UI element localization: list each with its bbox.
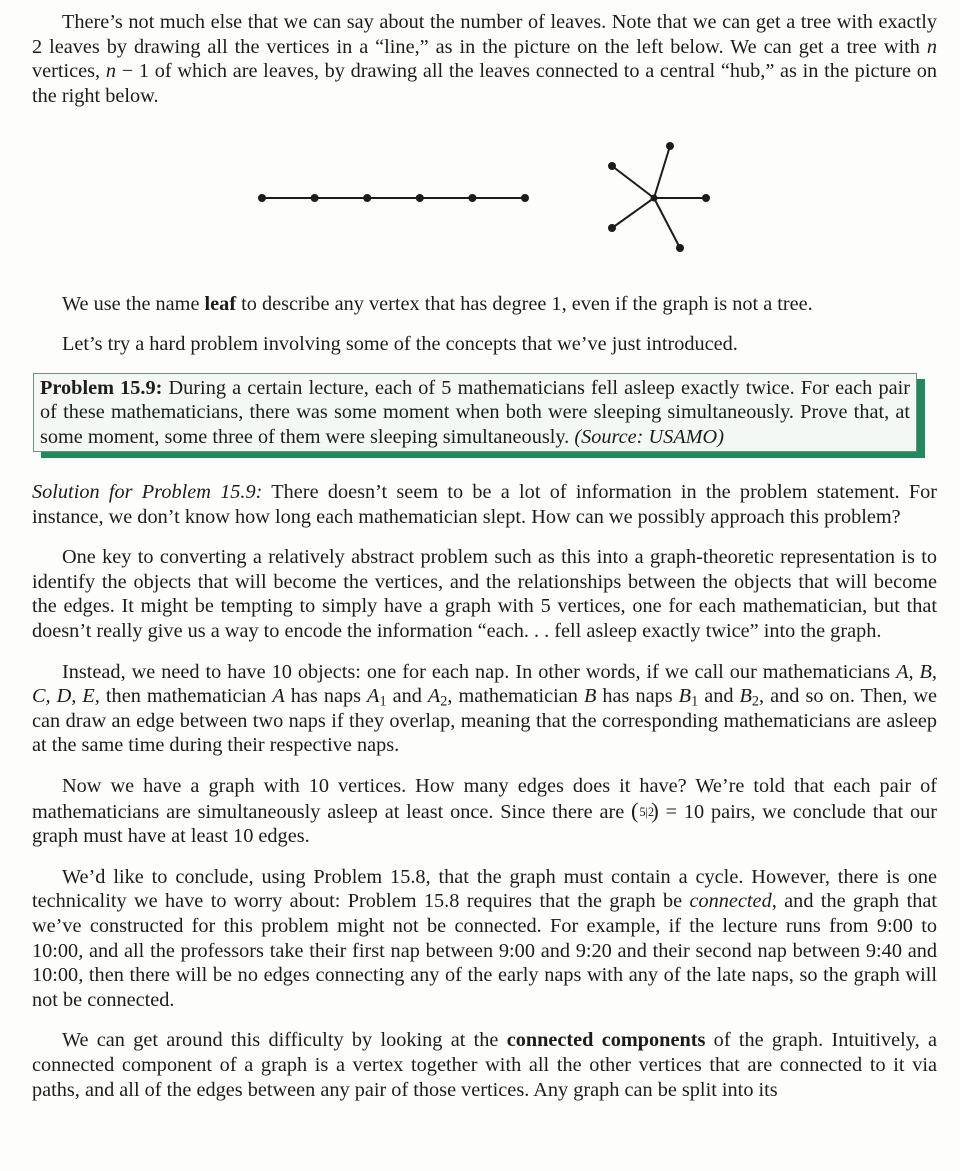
text-run: , and so on. Then, we can draw an edge between two naps if they overlap, meaning that the corresponding mathematicians are asleep at the same time during their respective naps. [32, 685, 937, 757]
text-run: of the graph. Intuitively, a connected component of a graph is a vertex together with all the other vertices that are connected to it via paths, and all of the edges between any pair of those vertices. Any graph can be split into its [32, 1029, 937, 1101]
text-run: = 10 pairs, we conclude that our graph must have at least 10 edges. [32, 800, 937, 848]
italic-text: connected [689, 890, 772, 913]
subscript: 1 [691, 693, 699, 710]
tree-vertex [311, 194, 319, 202]
text-run: We use the name [62, 293, 205, 316]
italic-text: B [739, 685, 752, 708]
leaf-vertex [676, 244, 684, 252]
subscript: 2 [440, 693, 448, 710]
textbook-page [32, 10, 937, 1102]
star-tree-diagram [608, 142, 710, 252]
tree-vertex [521, 194, 529, 202]
text-run: to describe any vertex that has degree 1, even if the graph is not a tree. [236, 293, 813, 316]
text-run: One key to converting a relatively abstract problem such as this into a graph-theoretic representation is to identify the objects that will become the vertices, and the relationships between the objects that will become the edges. It might be tempting to simply have a graph with 5 vertices, one for each mathematician, but that doesn’t really give us a way to encode the information “each. . . fell asleep exactly twice” into the graph. [32, 546, 937, 643]
leaf-definition-paragraph [32, 292, 937, 317]
tree-vertex [468, 194, 476, 202]
binomial-coefficient: 5|2 [639, 805, 655, 820]
text-run: vertices, [32, 60, 106, 83]
italic-text: n [105, 60, 117, 83]
text-run: and [386, 685, 428, 708]
bold-term: connected components [506, 1029, 706, 1052]
tree-vertex [258, 194, 266, 202]
line-tree-diagram [258, 194, 529, 202]
leaf-vertex [608, 162, 616, 170]
problem-statement [40, 376, 910, 450]
one-key-paragraph [32, 545, 937, 643]
bold-term: leaf [204, 293, 237, 316]
text-run: We can get around this difficulty by looking at the [62, 1029, 507, 1052]
hub-vertex [651, 195, 658, 202]
text-run: has naps [284, 685, 368, 708]
text-run: ( [631, 797, 639, 823]
tree-edge [654, 198, 680, 248]
tree-edge [654, 146, 670, 198]
text-run: ) [651, 797, 659, 823]
italic-text: A [367, 685, 380, 708]
text-run: There doesn’t seem to be a lot of information in the problem statement. For instance, we don’t know how long each mathematician slept. How can we possibly approach this problem? [32, 481, 937, 528]
graph-edges-paragraph [32, 774, 937, 849]
bold-term: Problem 15.9: [40, 376, 163, 399]
text-run: Instead, we need to have 10 objects: one for each nap. In other words, if we call our mathematicians [62, 660, 897, 683]
leaf-vertex [702, 194, 710, 202]
italic-text: (Source: USAMO) [574, 425, 724, 448]
text-run: Now we have a graph with 10 vertices. How many edges does it have? We’re told that each pair of mathematicians are simultaneously asleep at least once. Since there are [32, 775, 937, 823]
connected-components-paragraph [32, 1028, 937, 1102]
tree-vertex [363, 194, 371, 202]
solution-paragraph [32, 480, 937, 529]
problem-box [33, 373, 917, 453]
subscript: 1 [379, 693, 387, 710]
tree-edge [612, 198, 654, 228]
instead-paragraph [32, 660, 937, 758]
tree-vertex [416, 194, 424, 202]
text-run: We’d like to conclude, using Problem 15.8, that the graph must contain a cycle. However, there is one technicality we have to worry about: Problem 15.8 requires that the graph be [32, 865, 937, 913]
italic-text: A [427, 685, 441, 708]
intro-paragraph [32, 10, 937, 108]
subscript: 2 [751, 693, 760, 710]
italic-text: B [583, 685, 597, 708]
text-run: then mathematician [99, 685, 273, 708]
text-run: − 1 of which are leaves, by drawing all the leaves connected to a central “hub,” as in the picture on the right below. [32, 60, 938, 107]
italic-text: Solution for Problem 15.9: [32, 481, 263, 504]
text-run: During a certain lecture, each of 5 mathematicians fell asleep exactly twice. For each pair of these mathematicians, there was some moment when both were sleeping simultaneously. Prove that, at some moment, some three of them were sleeping simultaneously. [40, 376, 910, 448]
text-run: , mathematician [447, 685, 584, 708]
text-run: There’s not much else that we can say about the number of leaves. Note that we can get a tree with exactly 2 leaves by drawing all the vertices in a “line,” as in the picture on the left below. We can get a tree with [32, 11, 937, 58]
italic-text: B [678, 685, 692, 708]
text-run: Let’s try a hard problem involving some of the concepts that we’ve just introduced. [62, 332, 738, 355]
italic-text: n [926, 35, 937, 58]
tree-figure [0, 126, 960, 256]
italic-text: A [272, 685, 285, 708]
text-run: and [698, 685, 740, 708]
text-run: has naps [596, 685, 679, 708]
lets-try-paragraph [32, 332, 937, 357]
tree-edge [612, 166, 654, 198]
text-run: , and the graph that we’ve constructed for this problem might not be connected. For example, if the lecture runs from 9:00 to 10:00, and all the professors take their first nap between 9:00 and 9:20 and their second nap between 9:40 and 10:00, then there will be no edges connecting any of the early naps with any of the late naps, so the graph will not be connected. [32, 890, 937, 1011]
connectivity-paragraph [32, 865, 937, 1013]
italic-text: A, B, C, D, E, [32, 660, 937, 708]
leaf-vertex [608, 224, 616, 232]
leaf-vertex [666, 142, 674, 150]
